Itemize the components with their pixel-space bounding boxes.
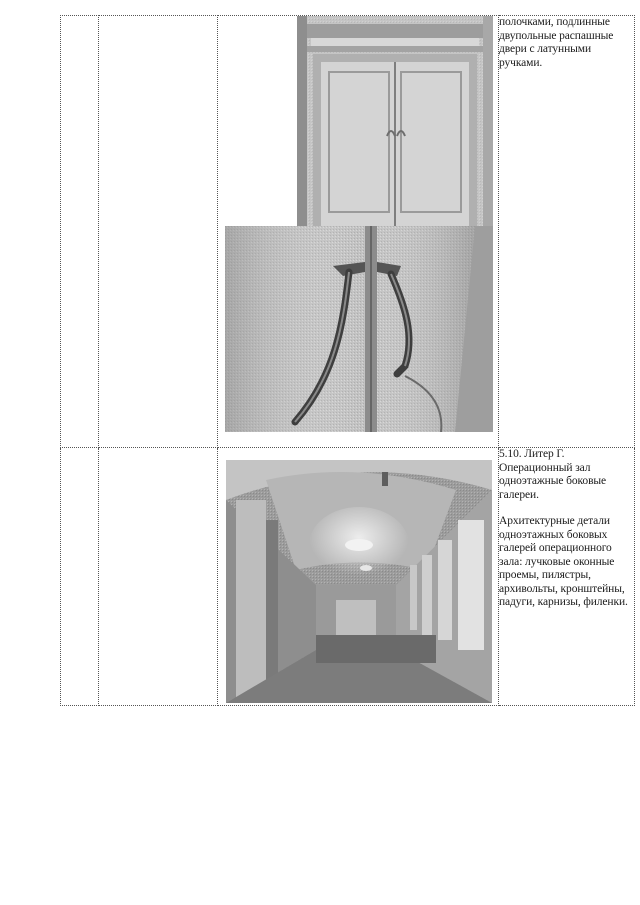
table-row <box>61 16 635 448</box>
description-text: полочками, подлинные двупольные распашные двери с латунными ручками. <box>499 16 614 69</box>
row-name-cell <box>99 16 218 448</box>
description-title: 5.10. Литер Г. Операционный зал одноэтажные боковые галереи. <box>499 448 607 501</box>
door-handles-photo <box>225 226 493 432</box>
table-row <box>61 448 635 706</box>
photo-cell <box>218 448 499 706</box>
door-photo <box>297 16 493 226</box>
photo-cell <box>218 16 499 448</box>
description-cell <box>499 448 635 706</box>
description-cell <box>499 16 635 448</box>
heritage-table <box>60 15 635 706</box>
row-number-cell <box>61 448 99 706</box>
row-name-cell <box>99 448 218 706</box>
gallery-photo <box>226 460 492 703</box>
description-text: Архитектурные детали одноэтажных боковых галерей операционного зала: лучковые оконные проемы, пилястры, архивольты, кронштейны, падуги, карнизы, филенки. <box>499 515 628 608</box>
row-number-cell <box>61 16 99 448</box>
